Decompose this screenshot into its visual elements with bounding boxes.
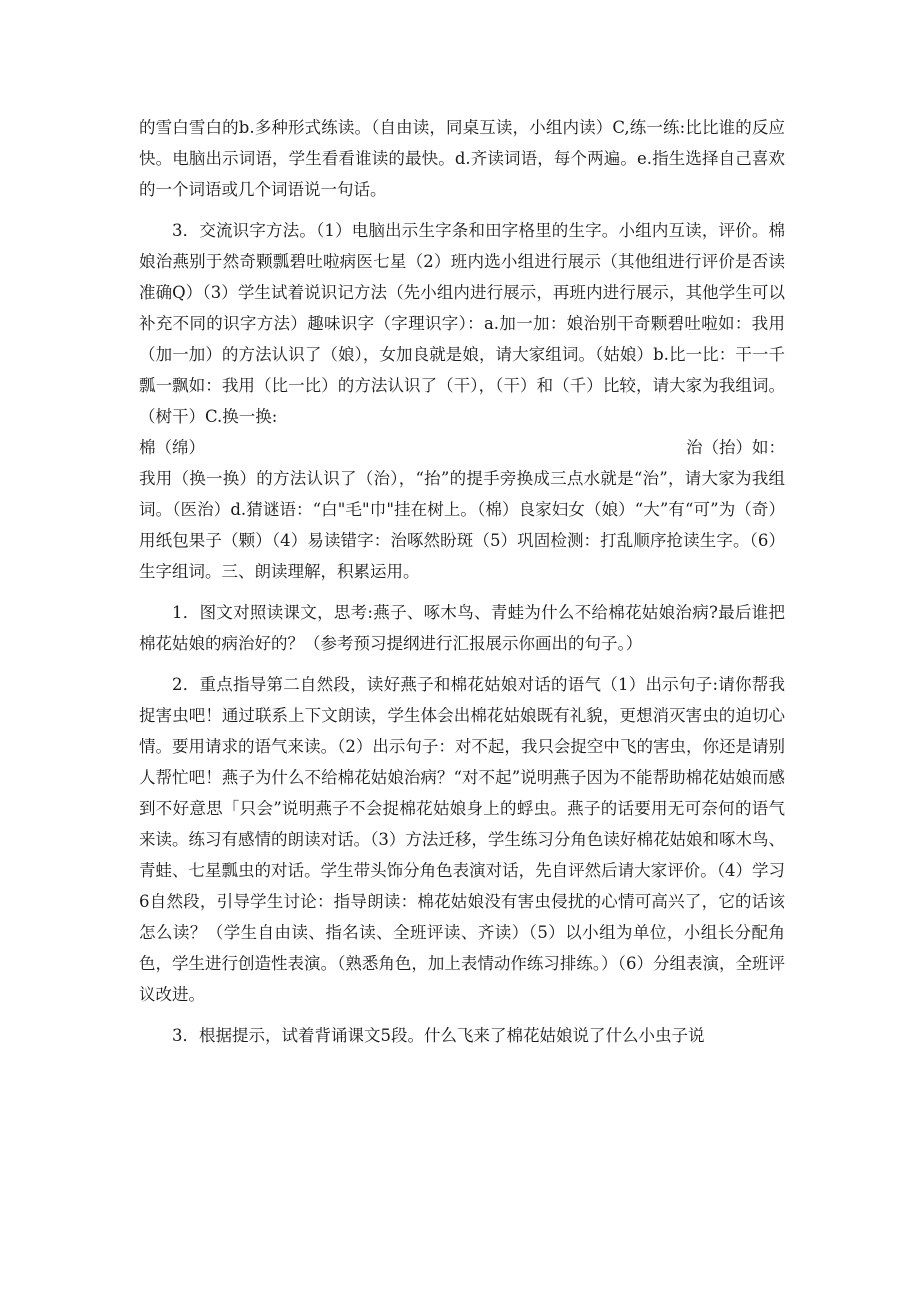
character-pair-left: 棉（绵） <box>139 438 205 457</box>
paragraph-dialogue-guidance: 2．重点指导第二自然段，读好燕子和棉花姑娘对话的语气（1）出示句子:请你帮我捉害虫吧！通过联系上下文朗读，学生体会出棉花姑娘既有礼貌，更想消灭害虫的迫切心情。要用请求的语气来读。（2）出示句子：对不起，我只会捉空中飞的害虫，你还是请别人帮忙吧！燕子为什么不给棉花姑娘治病？“对不起”说明燕子因为不能帮助棉花姑娘而感到不好意思「只会”说明燕子不会捉棉花姑娘身上的蜉虫。燕子的话要用无可奈何的语气来读。练习有感情的朗读对话。（3）方法迁移，学生练习分角色读好棉花姑娘和啄木鸟、青蛙、七星瓢虫的对话。学生带头饰分角色表演对话，先自评然后请大家评价。（4）学习6自然段，引导学生讨论：指导朗读：棉花姑娘没有害虫侵扰的心情可高兴了，它的话该怎么读？（学生自由读、指名读、全班评读、齐读）（5）以小组为单位，小组长分配角色，学生进行创造性表演。（熟悉角色，加上表情动作练习排练。）（6）分组表演，全班评议改进。 <box>139 675 785 1004</box>
paragraph-literacy-methods-continued: 我用（换一换）的方法认识了（治），“抬”的提手旁换成三点水就是“治”，请大家为我组词。（医治）d.猜谜语：“白"毛"巾"挂在树上。（棉）良家妇女（娘）“大”有“可”为（奇）用纸包果子（颗）（4）易读错字：治啄然盼斑（5）巩固检测：打乱顺序抢读生字。（6）生字组词。三、朗读理解，积累运用。 <box>139 469 785 581</box>
paragraph-literacy-methods <box>139 215 785 587</box>
character-comparison-line <box>139 432 785 463</box>
paragraph-read-with-pictures: 1．图文对照读课文，思考:燕子、啄木鸟、青蛙为什么不给棉花姑娘治病?最后谁把棉花姑娘的病治好的？（参考预习提纲进行汇报展示你画出的句子。） <box>139 603 785 653</box>
paragraph-literacy-methods-text: 3．交流识字方法。（1）电脑出示生字条和田字格里的生字。小组内互读，评价。棉娘治燕别于然奇颗瓢碧吐啦病医七星（2）班内选小组进行展示（其他组进行评价是否读准确Q）（3）学生试着说识记方法（先小组内进行展示，再班内进行展示，其他学生可以补充不同的识字方法）趣味识字（字理识字）：a.加一加：娘治别干奇颗碧吐啦如：我用（加一加）的方法认识了（娘），女加良就是娘，请大家组词。（姑娘）b.比一比：干一千瓢一飘如：我用（比一比）的方法认识了（干），（干）和（千）比较，请大家为我组词。（树干）C.换一换: <box>139 221 785 426</box>
paragraph-recitation: 3．根据提示，试着背诵课文5段。什么飞来了棉花姑娘说了什么小虫子说 <box>172 1026 705 1045</box>
character-pair-right: 治（抬）如： <box>686 438 785 457</box>
paragraph-practice-reading: 的雪白雪白的b.多种形式练读。（自由读，同桌互读，小组内读）C,练一练:比比谁的反应快。电脑出示词语，学生看看谁读的最快。d.齐读词语，每个两遍。e.指生选择自己喜欢的一个词语或几个词语说一句话。 <box>139 118 785 199</box>
document-page <box>139 112 785 1061</box>
